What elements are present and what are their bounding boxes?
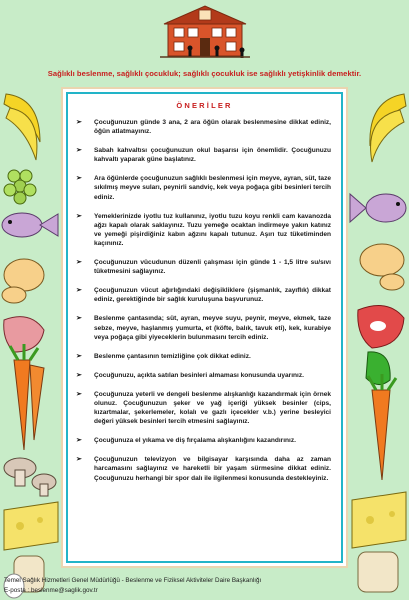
- footer: [4, 576, 261, 596]
- list-item: ➢ Çocuğunuzun televizyon ve bilgisayar karşısında daha az zaman harcamasını sağlayınız ve hareketli bir yaşam sürmesine dikkat ediniz. Çocuğunuzu herhangi bir spor dalı ile ilgilenmesi konusunda destekleyiniz.: [76, 456, 331, 482]
- bullet-arrow-icon: ➢: [76, 371, 82, 379]
- footer-email[interactable]: E-posta : beslenme@saglik.gov.tr: [4, 587, 98, 594]
- chicken-icon: [360, 244, 404, 290]
- footer-organization: Temel Sağlık Hizmetleri Genel Müdürlüğü - Beslenme ve Fiziksel Aktiviteler Daire Başkanlığı: [4, 577, 262, 584]
- list-item: ➢ Sabah kahvaltısı çocuğunuzun okul başarısı için önemlidir. Çocuğunuzu kahvaltı yaparak güne başlatınız.: [76, 147, 331, 164]
- list-item: ➢ Çocuğunuza yeterli ve dengeli beslenme alışkanlığı kazandırmak için örnek olunuz. Çocuğunuzun şeker ve yağ içeriği yüksek besinler (cips, kızartmalar, şekerlemeler, kolalı ve gazlı içecekler v.b.) yerine besleyici değeri yüksek besinleri tercih etmesini sağlayınız.: [76, 390, 331, 426]
- bullet-arrow-icon: ➢: [76, 456, 82, 464]
- list-item: ➢ Ara öğünlerde çocuğunuzun sağlıklı beslenmesi için meyve, ayran, süt, taze sıkılmış meyve suları, peynirli sandviç, kek veya poğaça gibi besinleri tercih ediniz.: [76, 175, 331, 201]
- list-item: ➢ Çocuğunuzu, açıkta satılan besinleri almaması konusunda uyarınız.: [76, 371, 304, 379]
- banana-icon: [4, 94, 40, 160]
- bullet-arrow-icon: ➢: [76, 315, 82, 323]
- recommendations-panel-frame: [66, 92, 343, 563]
- list-item: ➢ Çocuğunuzun vücut ağırlığındaki değişikliklere (şişmanlık, zayıflık) dikkat ediniz, gerektiğinde bir sağlık kuruluşuna başvurunuz.: [76, 287, 331, 304]
- bullet-arrow-icon: ➢: [76, 147, 82, 155]
- banana-icon: [370, 94, 406, 162]
- left-food-decoration: [0, 90, 62, 600]
- recommendations-panel: [61, 87, 348, 568]
- list-item: ➢ Beslenme çantasında; süt, ayran, meyve suyu, peynir, meyve, ekmek, taze sebze, meyve, haşlanmış yumurta, et (köfte, balık, tavuk eti), kek, kurabiye veya poğaça gibi yiyeceklerin bulunmasını tercih ediniz.: [76, 315, 331, 341]
- fish-icon: [350, 194, 406, 222]
- cheese-icon: [4, 502, 58, 550]
- fish-icon: [2, 213, 58, 237]
- list-item: ➢ Beslenme çantasının temizliğine çok dikkat ediniz.: [76, 352, 251, 360]
- bullet-arrow-icon: ➢: [76, 437, 82, 445]
- bullet-arrow-icon: ➢: [76, 287, 82, 295]
- bullet-arrow-icon: ➢: [76, 259, 82, 267]
- tagline: Sağlıklı beslenme, sağlıklı çocukluk; sağlıklı çocukluk ise sağlıklı yetişkinlik demektir.: [47, 69, 362, 78]
- list-item: ➢ Çocuğunuzun günde 3 ana, 2 ara öğün olarak beslenmesine dikkat ediniz, öğün atlatmayınız.: [76, 119, 331, 136]
- right-food-decoration: [348, 90, 409, 600]
- mushroom-icon: [4, 458, 56, 496]
- bullet-arrow-icon: ➢: [76, 352, 82, 360]
- list-item: ➢ Yemeklerinizde iyotlu tuz kullanınız, iyotlu tuzu koyu renkli cam kavanozda ağzı kapalı olarak saklayınız. Tuzu yemeğe ocaktan indirmeye yakın katınız ve yemeği pişirdiğiniz kabın ağzını kapalı tutunuz. Aşırı tuz tüketiminden kaçınınız.: [76, 212, 331, 247]
- chicken-icon: [2, 259, 44, 303]
- list-item: ➢ Çocuğunuza el yıkama ve diş fırçalama alışkanlığını kazandırınız.: [76, 437, 296, 445]
- grapes-icon: [4, 170, 36, 204]
- meat-icon: [358, 306, 404, 349]
- cheese-icon: [352, 492, 406, 548]
- recommendations-list: [68, 118, 341, 483]
- bullet-arrow-icon: ➢: [76, 212, 82, 220]
- bullet-arrow-icon: ➢: [76, 119, 82, 126]
- panel-title: ÖNERİLER: [176, 101, 233, 110]
- bread-icon: [358, 552, 398, 592]
- bullet-arrow-icon: ➢: [76, 175, 82, 183]
- school-building-icon: [160, 4, 250, 62]
- carrot-icon: [10, 344, 44, 450]
- list-item: ➢ Çocuğunuzun vücudunun düzenli çalışması için günde 1 - 1,5 litre su/sıvı tüketmesini sağlayınız.: [76, 259, 331, 276]
- bullet-arrow-icon: ➢: [76, 390, 82, 398]
- carrot-icon: [368, 374, 396, 480]
